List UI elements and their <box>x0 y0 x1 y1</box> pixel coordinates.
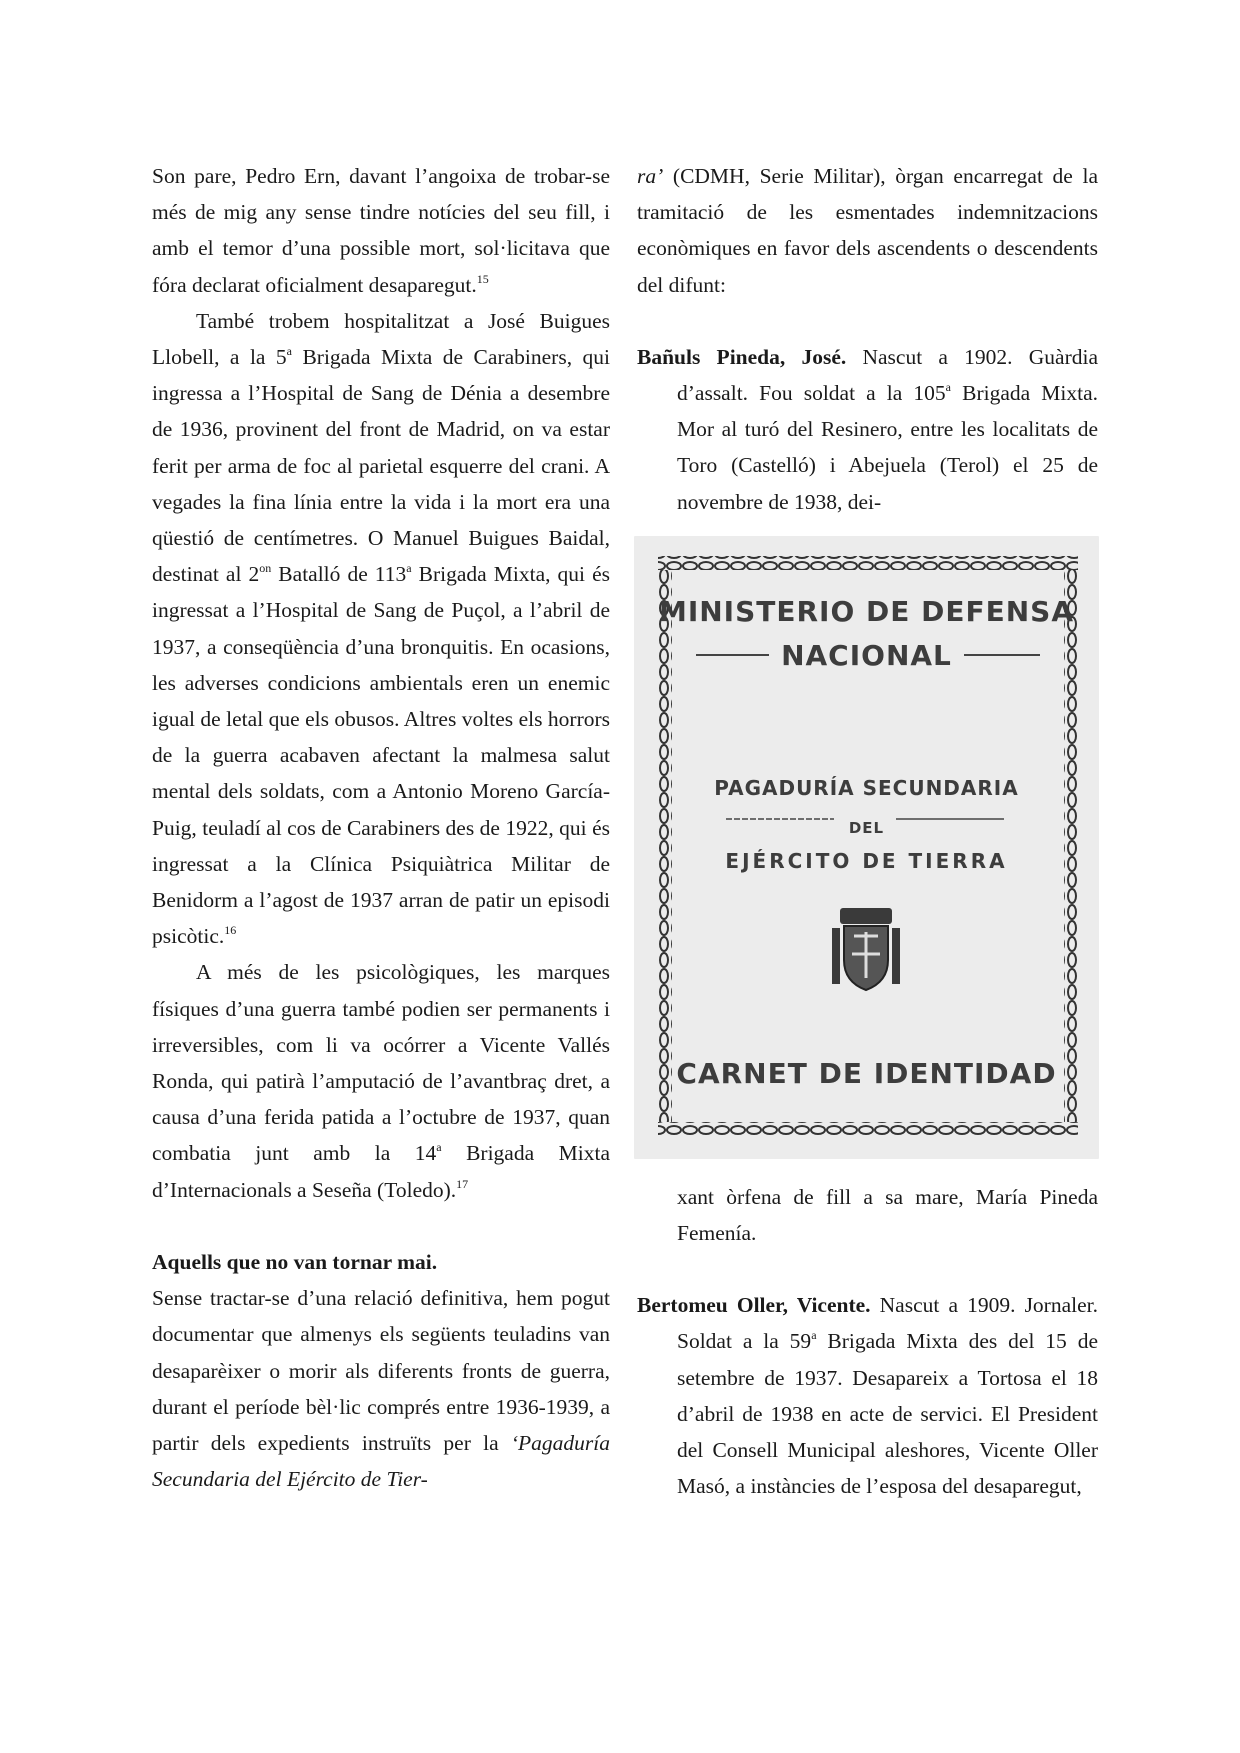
card-title-nacional: NACIONAL <box>781 638 952 672</box>
paragraph-missing-soldiers: Sense tractar-se d’una relació definitiva, hem pogut documentar que almenys els següents teuladins van desaparèixer o morir als diferents fronts de guerra, durant el període bèl·lic comprés entre 1936-1939, a partir dels expedients instruïts per la ‘Pagaduría Secundaria del Ejército de Tier- <box>152 1286 610 1492</box>
paragraph-physical-marks: A més de les psicològiques, les marques físiques d’una guerra també podien ser permanents i irreversibles, com li va ocórrer a Vicente Vallés Ronda, qui patirà l’amputació de l’avantbraç dret, a causa d’una ferida patida a l’octubre de 1937, quan combatia junt amb la 14$^a$ Brigada Mixta d’Internacionals a Seseña (Toledo).$^{17}$ <box>152 960 610 1202</box>
paragraph-hospitalized: També trobem hospitalitzat a José Buigues Llobell, a la 5$^a$ Brigada Mixta de Carabiners, qui ingressa a l’Hospital de Sang de Dénia a desembre de 1936, provinent del front de Madrid, on va estar ferit per arma de foc al parietal esquerre del crani. A vegades la fina línia entre la vida i la mort era una qüestió de centímetres. O Manuel Buigues Baidal, destinat al $2^{on}$ Batalló de 113$^a$ Brigada Mixta, qui és ingressat a l’Hospital de Sang de Puçol, a l’abril de 1937, a conseqüència d’una bronquitis. En ocasions, les adverses condicions ambientals eren un enemic igual de letal que els obusos. Altres voltes els horrors de la guerra acabaven afectant la malmesa salut mental dels soldats, com a Antonio Moreno García-Puig, teuladí al cos de Carabiners des de 1922, qui és ingressat a la Clínica Psiquiàtrica Militar de Benidorm a l’agost de 1937 arran de patir un episodi psicòtic.$^{16}$ <box>152 308 610 949</box>
paragraph-pedro-ern: Son pare, Pedro Ern, davant l’angoixa de trobar-se més de mig any sense tindre notícies del seu fill, i amb el temor d’una possible mort, sol·licitava que fóra declarat oficialment desaparegut.$^{15}$ <box>152 164 610 297</box>
paragraph-cdmh: ra’ (CDMH, Serie Militar), òrgan encarregat de la tramitació de les esmentades indemnitzacions econòmiques en favor dels ascendents o descendents del difunt: <box>637 164 1098 297</box>
identity-card-image <box>634 536 1099 1159</box>
card-del: DEL <box>848 818 885 837</box>
entry-banuls-pineda: Bañuls Pineda, José. Nascut a 1902. Guàrdia d’assalt. Fou soldat a la 105$^a$ Brigada Mixta. Mor al turó del Resinero, entre les localitats de Toro (Castelló) i Abejuela (Terol) el 25 de novembre de 1938, dei- <box>637 344 1098 514</box>
footnote-ref-17[interactable]: 17 <box>456 1176 469 1191</box>
card-title-ministry: MINISTERIO DE DEFENSA <box>658 594 1075 628</box>
card-pagaduria: PAGADURÍA SECUNDARIA <box>714 775 1019 800</box>
entry-banuls-continued: xant òrfena de fill a sa mare, María Pineda Femenía. <box>677 1184 1098 1246</box>
coat-of-arms-icon <box>832 908 900 990</box>
left-column <box>152 158 610 1497</box>
right-column <box>637 158 1098 1504</box>
footnote-ref-15[interactable]: 15 <box>476 271 489 286</box>
card-ejercito: EJÉRCITO DE TIERRA <box>725 848 1008 873</box>
entry-bertomeu-oller: Bertomeu Oller, Vicente. Nascut a 1909. Jornaler. Soldat a la 59$^a$ Brigada Mixta des del 15 de setembre de 1937. Desapareix a Tortosa el 18 d’abril de 1938 en acte de servici. El President del Consell Municipal aleshores, Vicente Oller Masó, a instàncies de l’esposa del desaparegut, <box>637 1293 1098 1499</box>
card-carnet: CARNET DE IDENTIDAD <box>676 1056 1057 1090</box>
footnote-ref-16[interactable]: 16 <box>224 923 237 938</box>
section-heading: Aquells que no van tornar mai. <box>152 1249 438 1274</box>
